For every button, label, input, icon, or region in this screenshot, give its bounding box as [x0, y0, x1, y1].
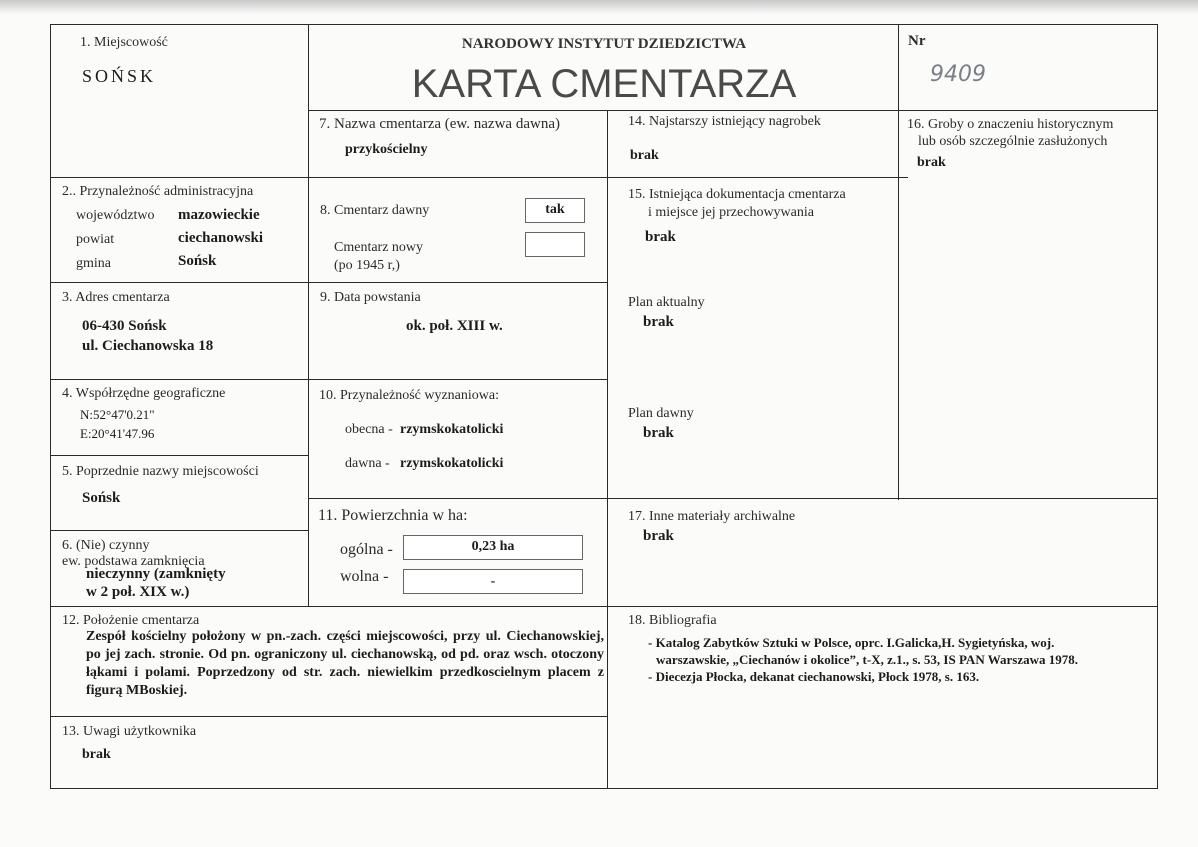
f8-old-box	[525, 198, 585, 223]
f18-item1-line1: - Katalog Zabytków Sztuki w Polsce, oprc. I.Galicka,H. Sygietyńska, woj.	[648, 635, 1055, 650]
divider	[50, 455, 308, 456]
f8-old-label: 8. Cmentarz dawny	[320, 203, 430, 218]
divider	[50, 788, 1158, 789]
scan-edge	[0, 0, 1198, 14]
f15-label2: i miejsce jej przechowywania	[648, 205, 814, 220]
divider	[50, 606, 1158, 607]
divider	[50, 24, 1158, 25]
divider	[308, 24, 309, 606]
f2-powiat-value: ciechanowski	[178, 230, 264, 246]
f9-label: 9. Data powstania	[320, 290, 421, 305]
f1-label: 1. Miejscowość	[80, 35, 168, 50]
f14-label: 14. Najstarszy istniejący nagrobek	[628, 114, 821, 129]
f2-gmina-value: Sońsk	[178, 253, 217, 269]
divider	[50, 24, 51, 789]
f3-line1: 06-430 Sońsk	[82, 318, 167, 334]
divider	[50, 379, 608, 380]
f2-woj-value: mazowieckie	[178, 207, 260, 223]
f6-value1: nieczynny (zamknięty	[86, 566, 226, 582]
divider	[50, 282, 608, 283]
f14-value: brak	[630, 148, 659, 163]
nr-value: 9409	[930, 62, 986, 87]
divider	[898, 24, 899, 500]
f4-north: N:52°47'0.21"	[80, 407, 155, 422]
f4-east: E:20°41'47.96	[80, 426, 155, 441]
f8-old-value: tak	[545, 202, 565, 217]
divider	[50, 716, 608, 717]
f5-value: Sońsk	[82, 490, 121, 506]
divider	[308, 498, 1158, 499]
f7-label: 7. Nazwa cmentarza (ew. nazwa dawna)	[319, 116, 560, 132]
f5-label: 5. Poprzednie nazwy miejscowości	[62, 464, 259, 479]
f2-label: 2.. Przynależność administracyjna	[62, 184, 254, 199]
f13-label: 13. Uwagi użytkownika	[62, 724, 197, 739]
f16-label1: 16. Groby o znaczeniu historycznym	[907, 117, 1114, 132]
f15-plan-current-label: Plan aktualny	[628, 295, 705, 310]
f17-value: brak	[643, 528, 674, 544]
f11-total-label: ogólna -	[340, 541, 393, 558]
f15-value: brak	[645, 229, 676, 245]
f10-current-label: obecna -	[345, 422, 393, 437]
page-title: KARTA CMENTARZA	[411, 62, 797, 106]
divider	[1157, 24, 1158, 789]
f10-label: 10. Przynależność wyznaniowa:	[319, 388, 499, 403]
f16-label2: lub osób szczególnie zasłużonych	[918, 134, 1108, 149]
f12-label: 12. Położenie cmentarza	[62, 613, 200, 628]
f15-label1: 15. Istniejąca dokumentacja cmentarza	[628, 187, 846, 202]
f11-free-value: -	[490, 574, 496, 589]
f6-label1: 6. (Nie) czynny	[62, 538, 150, 553]
f15-plan-old-value: brak	[643, 425, 674, 441]
f18-label: 18. Bibliografia	[628, 613, 717, 628]
f10-current-value: rzymskokatolicki	[400, 422, 504, 437]
divider	[607, 110, 608, 789]
f2-powiat-label: powiat	[76, 232, 115, 247]
f4-label: 4. Współrzędne geograficzne	[62, 386, 226, 401]
f11-label: 11. Powierzchnia w ha:	[318, 507, 468, 524]
f2-woj-label: województwo	[76, 208, 155, 223]
divider	[50, 177, 908, 178]
f3-label: 3. Adres cmentarza	[62, 290, 170, 305]
f13-value: brak	[82, 747, 111, 762]
f15-plan-old-label: Plan dawny	[628, 406, 694, 421]
nr-label: Nr	[908, 33, 926, 49]
f11-total-value: 0,23 ha	[471, 539, 515, 554]
f11-free-label: wolna -	[340, 568, 389, 585]
divider	[50, 530, 308, 531]
f17-label: 17. Inne materiały archiwalne	[628, 509, 796, 524]
f3-line2: ul. Ciechanowska 18	[82, 338, 214, 354]
f7-value: przykościelny	[345, 142, 428, 157]
f9-value: ok. poł. XIII w.	[406, 318, 503, 334]
divider	[308, 110, 1158, 111]
f11-free-box	[403, 569, 583, 594]
f1-value: SOŃSK	[82, 66, 157, 86]
f8-new-label2: (po 1945 r,)	[334, 258, 400, 273]
institute-name: NARODOWY INSTYTUT DZIEDZICTWA	[461, 36, 747, 52]
f12-text: Zespół kościelny położony w pn.-zach. części miejscowości, przy ul. Ciechanowskiej, po jej zach. stronie. Od pn. ograniczony ul. ciechanowską, od pd. oraz wsch. otoczony łąkami i polami. Poprzedzony od str. zach. niewielkim przedkoscielnym placem z figurą MBoskiej.	[86, 629, 604, 698]
f2-gmina-label: gmina	[76, 256, 111, 271]
f6-value2: w 2 poł. XIX w.)	[86, 584, 190, 600]
f10-former-label: dawna -	[345, 456, 390, 471]
f18-item1-line2: warszawskie, „Ciechanów i okolice”, t-X, z.1., s. 53, IS PAN Warszawa 1978.	[656, 652, 1078, 667]
f6-label2: ew. podstawa zamknięcia	[62, 554, 205, 569]
f18-item2: - Diecezja Płocka, dekanat ciechanowski, Płock 1978, s. 163.	[648, 669, 980, 684]
f10-former-value: rzymskokatolicki	[400, 456, 504, 471]
f11-total-box	[403, 535, 583, 560]
f8-new-label1: Cmentarz nowy	[334, 240, 424, 255]
f8-new-box	[525, 232, 585, 257]
f16-value: brak	[917, 155, 946, 170]
f15-plan-current-value: brak	[643, 314, 674, 330]
